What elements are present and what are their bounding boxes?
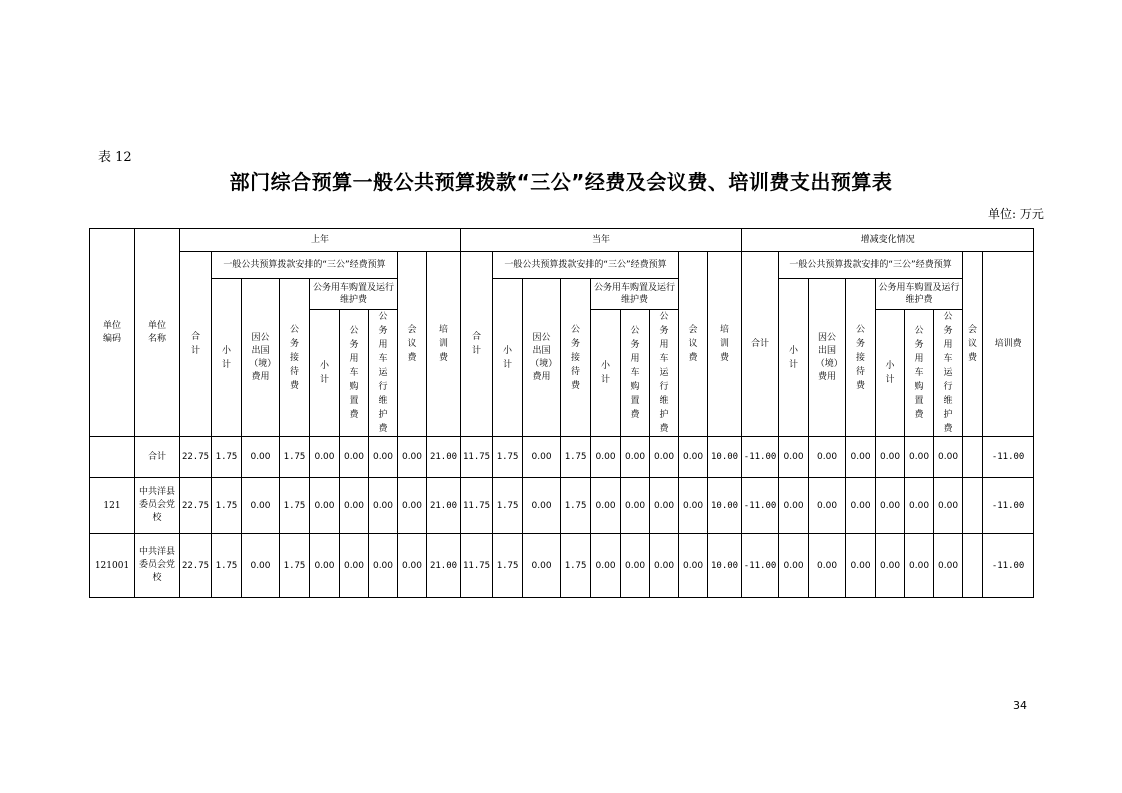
table-row [90, 534, 1034, 598]
curr-reception-cell: 1.75 [561, 534, 591, 598]
unit-name-cell: 中共洋县委员会党校 [135, 534, 180, 598]
prev-total-cell: 22.75 [180, 534, 212, 598]
change-reception-cell: 0.00 [846, 478, 876, 534]
table-row [90, 437, 1034, 478]
curr-reception-cell: 1.75 [561, 437, 591, 478]
prev-reception: 公务接待费 [280, 279, 310, 437]
curr-vehicle-operation: 公务用车运行维护费 [650, 310, 679, 437]
curr-total-cell: 11.75 [461, 478, 493, 534]
curr-vehicle-purchase: 公务用车购置费 [621, 310, 650, 437]
curr-total: 合计 [461, 252, 493, 437]
curr-abroad-cell: 0.00 [523, 437, 561, 478]
curr-abroad: 因公出国（境）费用 [523, 279, 561, 437]
curr-training: 培训费 [708, 252, 742, 437]
prev-abroad-cell: 0.00 [242, 478, 280, 534]
header-row-3 [90, 279, 1034, 310]
change-abroad: 因公出国（境）费用 [809, 279, 846, 437]
change-training-cell: -11.00 [983, 437, 1034, 478]
prev-training: 培训费 [427, 252, 461, 437]
prev-total-cell: 22.75 [180, 478, 212, 534]
change-vehicle-purchase: 公务用车购置费 [905, 310, 934, 437]
prev-meeting-cell: 0.00 [398, 478, 427, 534]
group-prev-year: 上年 [180, 229, 461, 252]
prev-subtotal: 小计 [212, 279, 242, 437]
prev-vehicle-operation: 公务用车运行维护费 [369, 310, 398, 437]
prev-total: 合计 [180, 252, 212, 437]
prev-abroad-cell: 0.00 [242, 534, 280, 598]
curr-vehicle-group: 公务用车购置及运行维护费 [591, 279, 679, 310]
curr-reception-cell: 1.75 [561, 478, 591, 534]
curr-vehicle-purchase-cell: 0.00 [621, 534, 650, 598]
unit-name-cell: 合计 [135, 437, 180, 478]
curr-reception: 公务接待费 [561, 279, 591, 437]
curr-training-cell: 10.00 [708, 534, 742, 598]
change-vehicle-subtotal-cell: 0.00 [876, 437, 905, 478]
group-curr-year: 当年 [461, 229, 742, 252]
change-training-cell: -11.00 [983, 478, 1034, 534]
prev-subtotal-cell: 1.75 [212, 437, 242, 478]
unit-code-cell: 121001 [90, 534, 135, 598]
prev-reception-cell: 1.75 [280, 534, 310, 598]
group-change: 增减变化情况 [742, 229, 1034, 252]
change-vehicle-operation: 公务用车运行维护费 [934, 310, 963, 437]
change-vehicle-purchase-cell: 0.00 [905, 478, 934, 534]
change-meeting-cell [963, 437, 983, 478]
curr-vehicle-operation-cell: 0.00 [650, 437, 679, 478]
change-subtotal-cell: 0.00 [779, 534, 809, 598]
unit-code-cell [90, 437, 135, 478]
curr-training-cell: 10.00 [708, 437, 742, 478]
change-training: 培训费 [983, 252, 1034, 437]
change-vehicle-subtotal-cell: 0.00 [876, 478, 905, 534]
prev-vehicle-operation-cell: 0.00 [369, 534, 398, 598]
table-number: 表 12 [98, 150, 132, 165]
curr-vehicle-subtotal-cell: 0.00 [591, 534, 621, 598]
prev-meeting-cell: 0.00 [398, 534, 427, 598]
prev-meeting-cell: 0.00 [398, 437, 427, 478]
prev-three-public: 一般公共预算拨款安排的“三公”经费预算 [212, 252, 398, 279]
prev-vehicle-purchase-cell: 0.00 [340, 478, 369, 534]
curr-meeting-cell: 0.00 [679, 437, 708, 478]
curr-subtotal-cell: 1.75 [493, 478, 523, 534]
change-vehicle-subtotal-cell: 0.00 [876, 534, 905, 598]
prev-vehicle-subtotal-cell: 0.00 [310, 534, 340, 598]
change-vehicle-purchase-cell: 0.00 [905, 534, 934, 598]
prev-vehicle-subtotal-cell: 0.00 [310, 478, 340, 534]
change-abroad-cell: 0.00 [809, 478, 846, 534]
budget-table [89, 228, 1034, 598]
change-vehicle-subtotal: 小计 [876, 310, 905, 437]
prev-vehicle-operation-cell: 0.00 [369, 478, 398, 534]
prev-vehicle-operation-cell: 0.00 [369, 437, 398, 478]
col-unit-code: 单位编码 [90, 229, 135, 437]
change-vehicle-group: 公务用车购置及运行维护费 [876, 279, 963, 310]
curr-vehicle-purchase-cell: 0.00 [621, 478, 650, 534]
change-total-cell: -11.00 [742, 437, 779, 478]
prev-total-cell: 22.75 [180, 437, 212, 478]
prev-vehicle-subtotal-cell: 0.00 [310, 437, 340, 478]
curr-subtotal: 小计 [493, 279, 523, 437]
curr-abroad-cell: 0.00 [523, 478, 561, 534]
change-vehicle-purchase-cell: 0.00 [905, 437, 934, 478]
prev-vehicle-purchase-cell: 0.00 [340, 534, 369, 598]
unit-label: 单位: 万元 [988, 207, 1044, 221]
prev-vehicle-purchase: 公务用车购置费 [340, 310, 369, 437]
change-meeting: 会议费 [963, 252, 983, 437]
col-unit-name: 单位名称 [135, 229, 180, 437]
change-vehicle-operation-cell: 0.00 [934, 534, 963, 598]
unit-name-cell: 中共洋县委员会党校 [135, 478, 180, 534]
prev-vehicle-purchase-cell: 0.00 [340, 437, 369, 478]
page-title: 部门综合预算一般公共预算拨款“三公”经费及会议费、培训费支出预算表 [229, 170, 893, 194]
curr-total-cell: 11.75 [461, 534, 493, 598]
prev-subtotal-cell: 1.75 [212, 534, 242, 598]
prev-abroad-cell: 0.00 [242, 437, 280, 478]
unit-code-cell: 121 [90, 478, 135, 534]
page-number: 34 [1013, 699, 1027, 712]
change-meeting-cell [963, 534, 983, 598]
curr-meeting: 会议费 [679, 252, 708, 437]
prev-training-cell: 21.00 [427, 534, 461, 598]
change-vehicle-operation-cell: 0.00 [934, 437, 963, 478]
change-total: 合计 [742, 252, 779, 437]
curr-vehicle-subtotal: 小计 [591, 310, 621, 437]
curr-vehicle-purchase-cell: 0.00 [621, 437, 650, 478]
change-three-public: 一般公共预算拨款安排的“三公”经费预算 [779, 252, 963, 279]
change-reception: 公务接待费 [846, 279, 876, 437]
change-subtotal-cell: 0.00 [779, 437, 809, 478]
change-abroad-cell: 0.00 [809, 437, 846, 478]
curr-subtotal-cell: 1.75 [493, 534, 523, 598]
curr-total-cell: 11.75 [461, 437, 493, 478]
table-row [90, 478, 1034, 534]
change-reception-cell: 0.00 [846, 437, 876, 478]
change-vehicle-operation-cell: 0.00 [934, 478, 963, 534]
header-row-1 [90, 229, 1034, 252]
curr-three-public: 一般公共预算拨款安排的“三公”经费预算 [493, 252, 679, 279]
change-reception-cell: 0.00 [846, 534, 876, 598]
curr-subtotal-cell: 1.75 [493, 437, 523, 478]
prev-training-cell: 21.00 [427, 478, 461, 534]
curr-meeting-cell: 0.00 [679, 478, 708, 534]
header-row-2 [90, 252, 1034, 279]
change-subtotal-cell: 0.00 [779, 478, 809, 534]
change-abroad-cell: 0.00 [809, 534, 846, 598]
curr-vehicle-operation-cell: 0.00 [650, 534, 679, 598]
curr-vehicle-subtotal-cell: 0.00 [591, 478, 621, 534]
prev-vehicle-subtotal: 小计 [310, 310, 340, 437]
curr-vehicle-operation-cell: 0.00 [650, 478, 679, 534]
curr-training-cell: 10.00 [708, 478, 742, 534]
prev-meeting: 会议费 [398, 252, 427, 437]
curr-vehicle-subtotal-cell: 0.00 [591, 437, 621, 478]
prev-abroad: 因公出国（境）费用 [242, 279, 280, 437]
prev-reception-cell: 1.75 [280, 478, 310, 534]
prev-reception-cell: 1.75 [280, 437, 310, 478]
prev-vehicle-group: 公务用车购置及运行维护费 [310, 279, 398, 310]
curr-meeting-cell: 0.00 [679, 534, 708, 598]
curr-abroad-cell: 0.00 [523, 534, 561, 598]
prev-subtotal-cell: 1.75 [212, 478, 242, 534]
prev-training-cell: 21.00 [427, 437, 461, 478]
change-meeting-cell [963, 478, 983, 534]
change-total-cell: -11.00 [742, 478, 779, 534]
change-training-cell: -11.00 [983, 534, 1034, 598]
change-total-cell: -11.00 [742, 534, 779, 598]
change-subtotal: 小计 [779, 279, 809, 437]
